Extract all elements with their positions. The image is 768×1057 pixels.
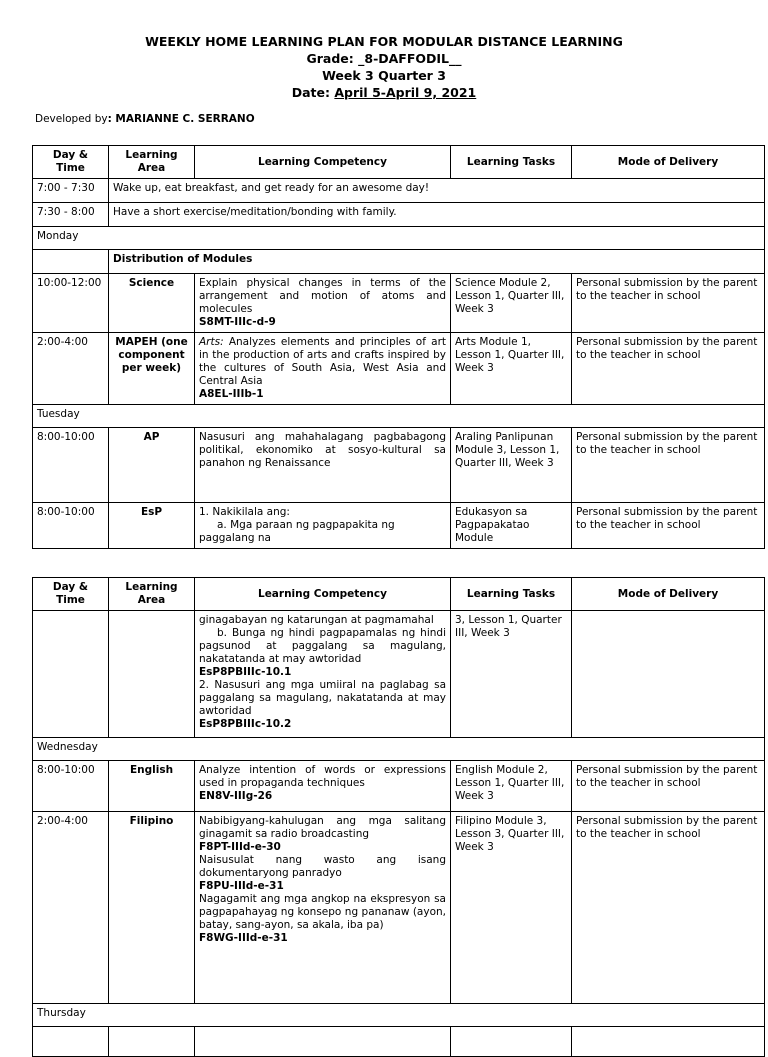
competency-line: ginagabayan ng katarungan at pagmamahal [199, 614, 434, 626]
learning-area: English [109, 761, 195, 812]
competency-code: F8WG-IIId-e-31 [199, 932, 288, 944]
learning-competency [195, 611, 451, 738]
week-line: Week 3 Quarter 3 [322, 68, 446, 83]
empty-cell [109, 611, 195, 738]
row-time: 7:00 - 7:30 [33, 179, 109, 203]
empty-cell [109, 1027, 195, 1057]
row-time: 8:00-10:00 [33, 428, 109, 503]
empty-cell [33, 250, 109, 274]
learning-task: Edukasyon sa Pagpapakatao Module [451, 503, 572, 549]
competency-code: EN8V-IIIg-26 [199, 790, 273, 802]
day-label: Wednesday [33, 738, 765, 761]
document-header [0, 33, 768, 101]
distribution-label: Distribution of Modules [109, 250, 765, 274]
delivery-mode: Personal submission by the parent to the teacher in school [572, 274, 765, 333]
delivery-mode: Personal submission by the parent to the teacher in school [572, 333, 765, 405]
table-row [33, 611, 765, 738]
learning-area: Filipino [109, 812, 195, 1004]
delivery-mode: Personal submission by the parent to the teacher in school [572, 428, 765, 503]
date-label: Date: [291, 85, 330, 100]
competency-code: F8PT-IIId-e-30 [199, 841, 281, 853]
learning-task: Arts Module 1, Lesson 1, Quarter III, Week 3 [451, 333, 572, 405]
table-row [33, 761, 765, 812]
day-label: Tuesday [33, 405, 765, 428]
empty-cell [33, 611, 109, 738]
learning-competency [195, 333, 451, 405]
row-time: 10:00-12:00 [33, 274, 109, 333]
competency-text: Nagagamit ang mga angkop na ekspresyon sa pagpapahayag ng konsepo ng pananaw (ayon, batay, sang-ayon, sa akala, iba pa) [199, 893, 446, 931]
learning-area: Science [109, 274, 195, 333]
day-label: Monday [33, 227, 765, 250]
competency-code: S8MT-IIIc-d-9 [199, 316, 276, 328]
table-row [33, 203, 765, 227]
competency-line: 2. Nasusuri ang mga umiiral na paglabag sa paggalang sa magulang, nakatatanda at may awtoridad [199, 679, 446, 717]
table-row [33, 333, 765, 405]
day-row-thursday [33, 1004, 765, 1027]
row-time: 7:30 - 8:00 [33, 203, 109, 227]
delivery-mode: Personal submission by the parent to the teacher in school [572, 812, 765, 1004]
table-row [33, 503, 765, 549]
col-learning-area: Learning Area [109, 146, 195, 179]
schedule-table-page-2 [32, 577, 765, 1057]
learning-task: 3, Lesson 1, Quarter III, Week 3 [451, 611, 572, 738]
empty-cell [33, 1027, 109, 1057]
developer-line [35, 113, 255, 125]
table-header-row [33, 146, 765, 179]
table-row [33, 274, 765, 333]
competency-text: Analyze intention of words or expressions used in propaganda techniques [199, 764, 446, 789]
day-row-tuesday [33, 405, 765, 428]
table-row [33, 428, 765, 503]
competency-text: Analyzes elements and principles of art in the production of arts and crafts inspired by the cultures of South Asia, West Asia and Central Asia [199, 336, 446, 387]
row-time: 8:00-10:00 [33, 761, 109, 812]
table-row [33, 812, 765, 1004]
day-label: Thursday [33, 1004, 765, 1027]
delivery-mode: Personal submission by the parent to the teacher in school [572, 503, 765, 549]
col-learning-competency: Learning Competency [195, 578, 451, 611]
learning-task: English Module 2, Lesson 1, Quarter III, Week 3 [451, 761, 572, 812]
learning-area: AP [109, 428, 195, 503]
learning-competency [195, 812, 451, 1004]
col-mode-of-delivery: Mode of Delivery [572, 146, 765, 179]
col-learning-area: Learning Area [109, 578, 195, 611]
table-row [33, 1027, 765, 1057]
day-row-wednesday [33, 738, 765, 761]
learning-competency [195, 503, 451, 549]
day-row-monday [33, 227, 765, 250]
grade-label: Grade: [306, 51, 354, 66]
developer-label: Developed by [35, 113, 108, 125]
delivery-mode: Personal submission by the parent to the teacher in school [572, 761, 765, 812]
plan-title: WEEKLY HOME LEARNING PLAN FOR MODULAR DISTANCE LEARNING [145, 34, 623, 49]
grade-line [0, 50, 768, 67]
learning-task: Science Module 2, Lesson 1, Quarter III, Week 3 [451, 274, 572, 333]
col-learning-tasks: Learning Tasks [451, 146, 572, 179]
empty-cell [195, 1027, 451, 1057]
table-row [33, 179, 765, 203]
competency-prefix: Arts: [199, 336, 224, 348]
learning-competency [195, 761, 451, 812]
empty-cell [451, 1027, 572, 1057]
col-learning-competency: Learning Competency [195, 146, 451, 179]
competency-code: EsP8PBIIIc-10.1 [199, 666, 292, 678]
date-line [0, 84, 768, 101]
competency-code: A8EL-IIIb-1 [199, 388, 264, 400]
competency-code: EsP8PBIIIc-10.2 [199, 718, 292, 730]
row-activity: Have a short exercise/meditation/bonding with family. [109, 203, 765, 227]
row-activity: Wake up, eat breakfast, and get ready for an awesome day! [109, 179, 765, 203]
empty-cell [572, 611, 765, 738]
schedule-table-page-1 [32, 145, 765, 549]
empty-cell [572, 1027, 765, 1057]
row-time: 2:00-4:00 [33, 333, 109, 405]
learning-competency: Nasusuri ang mahahalagang pagbabagong politikal, ekonomiko at sosyo-kultural sa panahon ng Renaissance [195, 428, 451, 503]
competency-line: b. Bunga ng hindi pagpapamalas ng hindi pagsunod at paggalang sa magulang, nakatatanda at may awtoridad [199, 627, 446, 665]
col-learning-tasks: Learning Tasks [451, 578, 572, 611]
col-day-time: Day & Time [33, 578, 109, 611]
table-header-row [33, 578, 765, 611]
col-day-time: Day & Time [33, 146, 109, 179]
competency-text: Naisusulat nang wasto ang isang dokumentaryong panradyo [199, 854, 446, 879]
date-value: April 5-April 9, 2021 [334, 85, 477, 100]
competency-text: Explain physical changes in terms of the arrangement and motion of atoms and molecules [199, 277, 446, 315]
row-time: 2:00-4:00 [33, 812, 109, 1004]
competency-code: F8PU-IIId-e-31 [199, 880, 284, 892]
learning-competency [195, 274, 451, 333]
row-time: 8:00-10:00 [33, 503, 109, 549]
learning-task: Araling Panlipunan Module 3, Lesson 1, Quarter III, Week 3 [451, 428, 572, 503]
developer-name: : MARIANNE C. SERRANO [107, 113, 255, 125]
grade-value: _8-DAFFODIL__ [358, 51, 462, 66]
col-mode-of-delivery: Mode of Delivery [572, 578, 765, 611]
table-row [33, 250, 765, 274]
competency-text: Nabibigyang-kahulugan ang mga salitang ginagamit sa radio broadcasting [199, 815, 446, 840]
learning-area: MAPEH (one component per week) [109, 333, 195, 405]
competency-line: a. Mga paraan ng pagpapakita ng paggalang na [199, 519, 395, 544]
learning-task: Filipino Module 3, Lesson 3, Quarter III, Week 3 [451, 812, 572, 1004]
competency-line: 1. Nakikilala ang: [199, 506, 290, 518]
learning-area: EsP [109, 503, 195, 549]
